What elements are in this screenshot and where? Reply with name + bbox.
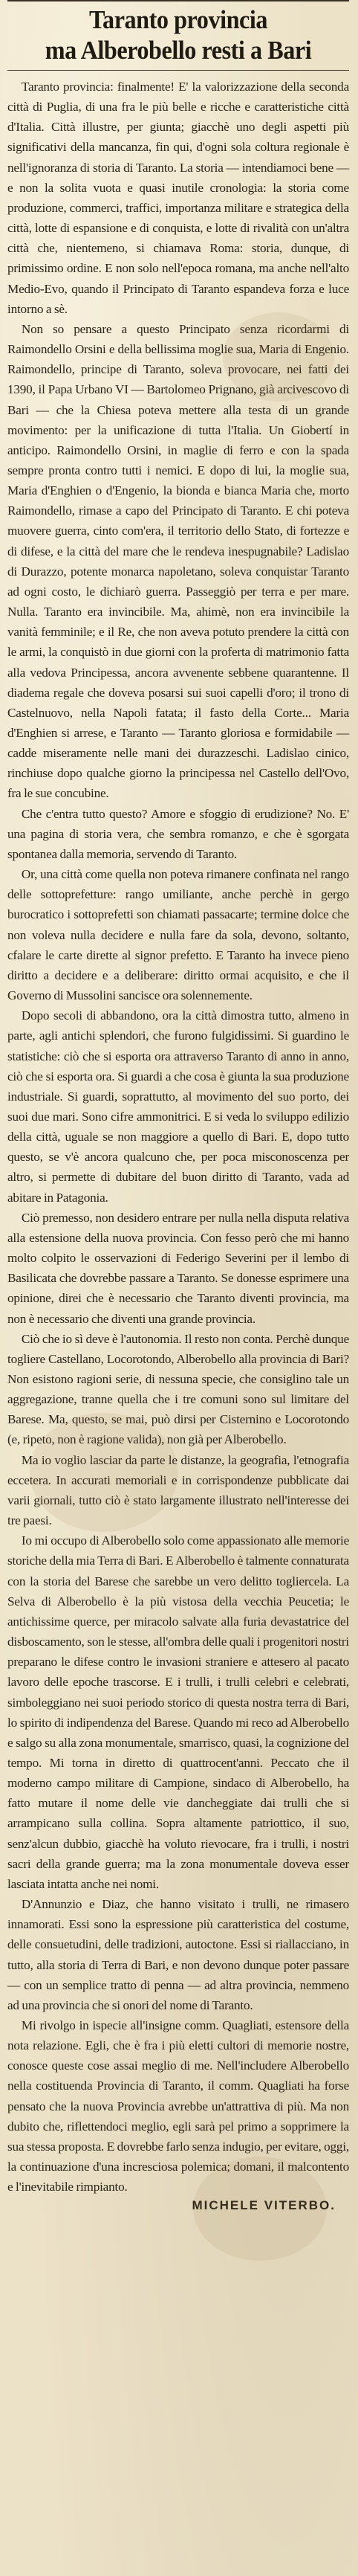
headline-line-1: Taranto provincia (88, 5, 267, 34)
article-paragraph: Dopo secoli di abbandono, ora la città dimostra tutto, almeno in parte, agli antichi splendori, che furono fulgidissimi. Si guardino le statistiche: ciò che si esporta ora attraverso Taranto di anno in anno, ciò che si esporta ora. Si guardi a che cosa è giunta la sua produzione industriale. Si guardi, soprattutto, al movimento del suo porto, dei suoi due mari. Sono cifre ammonitrici. E si veda lo sviluppo edilizio della città, uguale se non maggiore a quello di Bari. E, dopo tutto questo, se v'è ancora qualcuno che, per poca misconoscenza per altro, si permette di dubitare del buon diritto di Taranto, vada ad abitare in Patagonia. (7, 1008, 349, 1205)
article-paragraph: Che c'entra tutto questo? Amore e sfoggio di erudizione? No. E' una pagina di storia vera, che sembra romanzo, e che è sgorgata spontanea dalla memoria, servendo di Taranto. (7, 806, 349, 861)
article-paragraph: D'Annunzio e Diaz, che hanno visitato i trulli, ne rimasero innamorati. Essi sono la espressione più caratteristica del costume, delle consuetudini, delle tradizioni, autoctone. Essi si riallacciano, in tutto, alla storia di Terra di Bari, e non devono dunque poter passare — con un semplice tratto di penna — ad altra provincia, nemmeno ad una provincia che si onori del nome di Taranto. (7, 1897, 349, 2012)
article-paragraph: Ciò premesso, non desidero entrare per nulla nella disputa relativa alla estensione della nuova provincia. Con fesso però che mi hanno molto colpito le osservazioni di Federigo Severini per il lembo di Basilicata che dovrebbe passare a Taranto. Se donesse esprimere una opinione, direi che è necessario che Taranto diventi provincia, ma non è necessario che diventi una grande provincia. (7, 1210, 349, 1326)
headline-line-2: ma Alberobello resti a Bari (45, 36, 312, 65)
article-paragraph: Mi rivolgo in ispecie all'insigne comm. Quagliati, estensore della nota relazione. Egli, che è fra i più eletti cultori di memorie nostre, conosce queste cose assai meglio di me. Nell'includere Alberobello nella costituenda Provincia di Taranto, il comm. Quagliati ha forse pensato che la nuova Provincia avrebbe un'attrattiva di più. Ma non dubito che, riflettendoci meglio, egli sarà pel primo a sopprimere la sua stessa proposta. E dovrebbe farlo senza indugio, per evitare, oggi, la continuazione d'una incresciosa polemica; domani, il malcontento e l'inevitabile rimpianto. (7, 2018, 349, 2195)
article-paragraph: Ciò che io sì deve è l'autonomia. Il resto non conta. Perchè dunque togliere Castellano, Locorotondo, Alberobello alla provincia di Bari? Non esistono ragioni serie, di nessuna specie, che consiglino tale un aggregazione, tranne quella che i tre comuni sono sul limitare del Barese. Ma, questo, se mai, può dirsi per Cisternino e Locorotondo (e, ripeto, non è ragione valida), non già per Alberobello. (7, 1331, 349, 1447)
top-rule (7, 0, 349, 1)
article-paragraph: Non so pensare a questo Principato senza ricordarmi di Raimondello Orsini e della bellissima moglie sua, Maria di Engenio. Raimondello, principe di Taranto, soleva provocare, nei fatti dei 1390, il Papa Urbano VI — Bartolomeo Prignano, già arcivescovo di Bari — che la Chiesa poteva mettere alla testa di un grande movimento: per la unificazione di tutta l'Italia. Un Giobertí in anticipo. Raimondello Orsini, in maglie di ferro e con la spada sempre pronta contro tutti i nemici. E dopo di lui, la moglie sua, Maria d'Enghien o d'Engenio, la bionda e bianca Maria che, morto Raimondello, rimase a capo del Principato di Taranto. E chi poteva muovere guerra, cinto com'era, il territorio dello Stato, di fortezze e di difese, e la città del mare che le rendeva inespugnabile? Ladislao di Durazzo, potente monarca napoletano, soleva conquistar Taranto ad ogni costo, le dichiarò guerra. Passeggiò per terra e per mare. Nulla. Taranto era invincibile. Ma, ahimè, non era invincibile la vanità femminile; e il Re, che non aveva potuto prendere la città con le armi, la conquistò in due giorni con la proferta di matrimonio fatta alla vedova Principessa, ancora avvenente sebbene quarantenne. Il diadema regale che doveva posarsi sui suoi capelli d'oro; il trono di Castelnuovo, nella Napoli fatata; il fasto della Corte... Maria d'Enghien si arrese, e Taranto — Taranto gloriosa e formidabile — cadde miseramente nelle mani dei durazzeschi. Ladislao cinico, rinchiuse dopo qualche giorno la principessa nel Castello dell'Ovo, fra le sue concubine. (7, 321, 349, 801)
article-paragraph: Ma io voglio lasciar da parte le distanze, la geografia, l'etnografia eccetera. In accurati memoriali e in corrispondenze pubblicate dai varii giornali, tutto ciò è stato largamente illustrato nell'interesse dei tre paesi. (7, 1452, 349, 1528)
headline-rule (7, 70, 349, 71)
article-paragraph: Io mi occupo di Alberobello solo come appassionato alle memorie storiche della mia Terra di Bari. E Alberobello è talmente connaturata con la storia del Barese che sarebbe un vero delitto togliercela. La Selva di Alberobello è la più vistosa della vecchia Peucetia; le antichissime querce, per miracolo salvate alla furia devastatrice del disboscamento, son le stesse, all'ombra delle quali i progenitori nostri preparano le difese contro le invasioni straniere e attesero al pacato lavoro delle epoche trascorse. E i trulli, i trulli celebri e celebrati, simboleggiano nei suoi periodo storico di questa nostra terra di Bari, lo spirito di indipendenza del Barese. Quando mi reco ad Alberobello e salgo su alla zona monumentale, smarrisco, quasi, la cognizione del tempo. Mi torna in diretto di quattrocent'anni. Peccato che il moderno campo militare di Campione, sindaco di Alberobello, ha fatto mutare il nome delle vie dancheggiate dai trulli che si arrampicano sulla collina. Sopra altamente patriottico, il suo, senz'alcun dubbio, giacchè ha voluto rievocare, fra i trulli, i nostri sacri della grande guerra; ma la zona monumentale doveva esser lasciata intatta anche nei nomi. (7, 1533, 349, 1891)
article-paragraph: Or, una città come quella non poteva rimanere confinata nel rango delle sottoprefetture: rango umiliante, anche perchè in gergo burocratico i sottoprefetti son chiamati passacarte; termine dolce che non voleva nulla decidere e nulla fare da sola, devono, soltanto, cfalare le carte dirette al signor prefetto. E Taranto ha invece pieno diritto a decidere e a deliberare: diritto ormai acquisito, e che il Governo di Mussolini sancisce ora solennemente. (7, 867, 349, 1003)
author-signature: MICHELE VITERBO. (192, 2198, 336, 2213)
article-paragraph: Taranto provincia: finalmente! E' la valorizzazione della seconda città di Puglia, di una fra le più belle e ricche e caratteristiche città d'Italia. Città illustre, per giunta; giacchè uno degli aspetti più significativi della mancanza, fin qui, d'ogni sola coltura regionale è nell'ignoranza di storia di Taranto. La storia — intendiamoci bene — e non la solita vuota e quasi inutile cronologia: la storia come produzione, commerci, traffici, importanza militare e strategica della città, lotte di espansione e di conquista, e lotte di rivalità con un'altra città che, nientemeno, si chiamava Roma: storia, dunque, di primissimo ordine. E non solo nell'epoca romana, ma anche nell'alto Medio-Evo, quando il Principato di Taranto espandeva forza e luce intorno a sè. (7, 80, 349, 316)
article-body (7, 77, 349, 2197)
